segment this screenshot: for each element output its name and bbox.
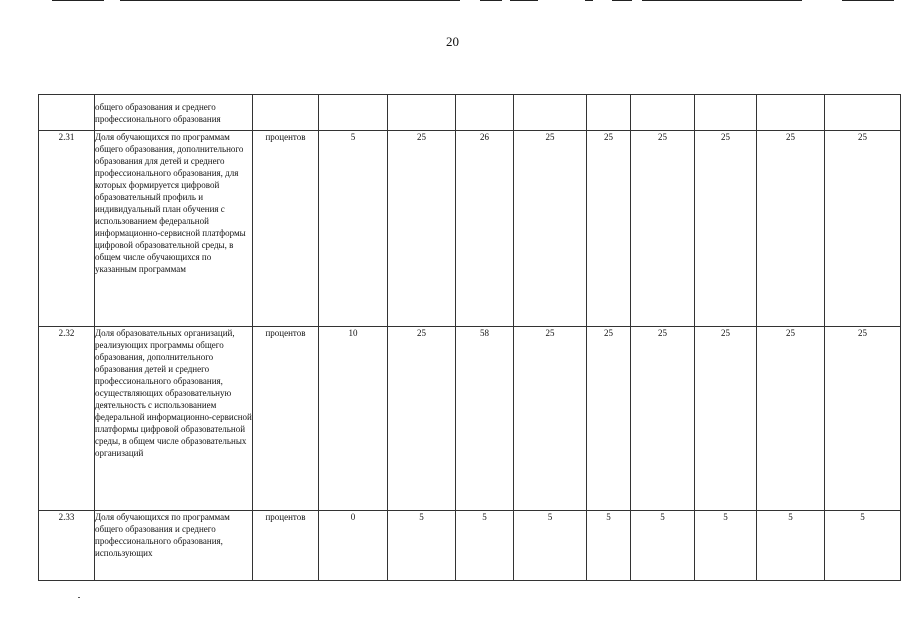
value-cell: 0 — [319, 511, 388, 581]
indicator-description: Доля образовательных организаций, реализующих программы общего образования, дополнительного образования детей и среднего профессионального образования, осуществляющих образовательную деятельность с использованием федеральной информационно-сервисной платформы цифровой образовательной среды, в общем числе образовательных организаций — [95, 327, 253, 511]
value-cell: 25 — [514, 131, 587, 327]
header-rule — [585, 0, 593, 1]
value-cell: 5 — [388, 511, 456, 581]
value-cell: 25 — [388, 131, 456, 327]
value-cell: 25 — [514, 327, 587, 511]
value-cell: 5 — [825, 511, 901, 581]
header-rule — [120, 0, 460, 1]
value-cell: 5 — [757, 511, 825, 581]
header-rule — [480, 0, 502, 1]
header-rule — [642, 0, 802, 1]
value-cell: 5 — [319, 131, 388, 327]
value-cell: 25 — [388, 327, 456, 511]
table-row — [39, 511, 901, 581]
header-rule — [612, 0, 632, 1]
value-cell: 25 — [631, 131, 695, 327]
value-cell: 25 — [757, 131, 825, 327]
page-number: 20 — [446, 34, 459, 49]
value-cell: 26 — [456, 131, 514, 327]
table-row — [39, 327, 901, 511]
value-cell: 5 — [587, 511, 631, 581]
row-number-cell: 2.31 — [39, 131, 95, 327]
value-cell: 25 — [631, 327, 695, 511]
header-rule — [510, 0, 538, 1]
unit-cell: процентов — [253, 131, 319, 327]
value-cell: 25 — [587, 131, 631, 327]
value-cell: 58 — [456, 327, 514, 511]
row-number-cell: 2.33 — [39, 511, 95, 581]
value-cell — [587, 95, 631, 131]
value-cell — [695, 95, 757, 131]
value-cell: 5 — [514, 511, 587, 581]
value-cell — [456, 95, 514, 131]
value-cell: 25 — [825, 131, 901, 327]
value-cell: 25 — [587, 327, 631, 511]
row-number-cell: 2.32 — [39, 327, 95, 511]
table-row — [39, 131, 901, 327]
unit-cell: процентов — [253, 327, 319, 511]
value-cell: 25 — [757, 327, 825, 511]
value-cell: 5 — [456, 511, 514, 581]
value-cell: 25 — [825, 327, 901, 511]
indicator-description: Доля обучающихся по программам общего образования и среднего профессионального образования, использующих — [95, 511, 253, 581]
data-table — [38, 94, 901, 581]
indicator-description: общего образования и среднего профессионального образования — [95, 95, 253, 131]
unit-cell — [253, 95, 319, 131]
indicator-description: Доля обучающихся по программам общего образования, дополнительного образования для детей и среднего профессионального образования, для которых формируется цифровой образовательный профиль и индивидуальный план обучения с использованием федеральной информационно-сервисной платформы цифровой образовательной среды, в общем числе обучающихся по указанным программам — [95, 131, 253, 327]
value-cell: 25 — [695, 327, 757, 511]
value-cell — [319, 95, 388, 131]
value-cell: 5 — [631, 511, 695, 581]
scan-speck — [78, 597, 80, 598]
value-cell — [388, 95, 456, 131]
value-cell: 10 — [319, 327, 388, 511]
header-rule — [52, 0, 104, 1]
row-number-cell — [39, 95, 95, 131]
value-cell — [757, 95, 825, 131]
header-rule — [842, 0, 894, 1]
table-row — [39, 95, 901, 131]
value-cell — [514, 95, 587, 131]
value-cell: 5 — [695, 511, 757, 581]
unit-cell: процентов — [253, 511, 319, 581]
value-cell: 25 — [695, 131, 757, 327]
value-cell — [631, 95, 695, 131]
value-cell — [825, 95, 901, 131]
